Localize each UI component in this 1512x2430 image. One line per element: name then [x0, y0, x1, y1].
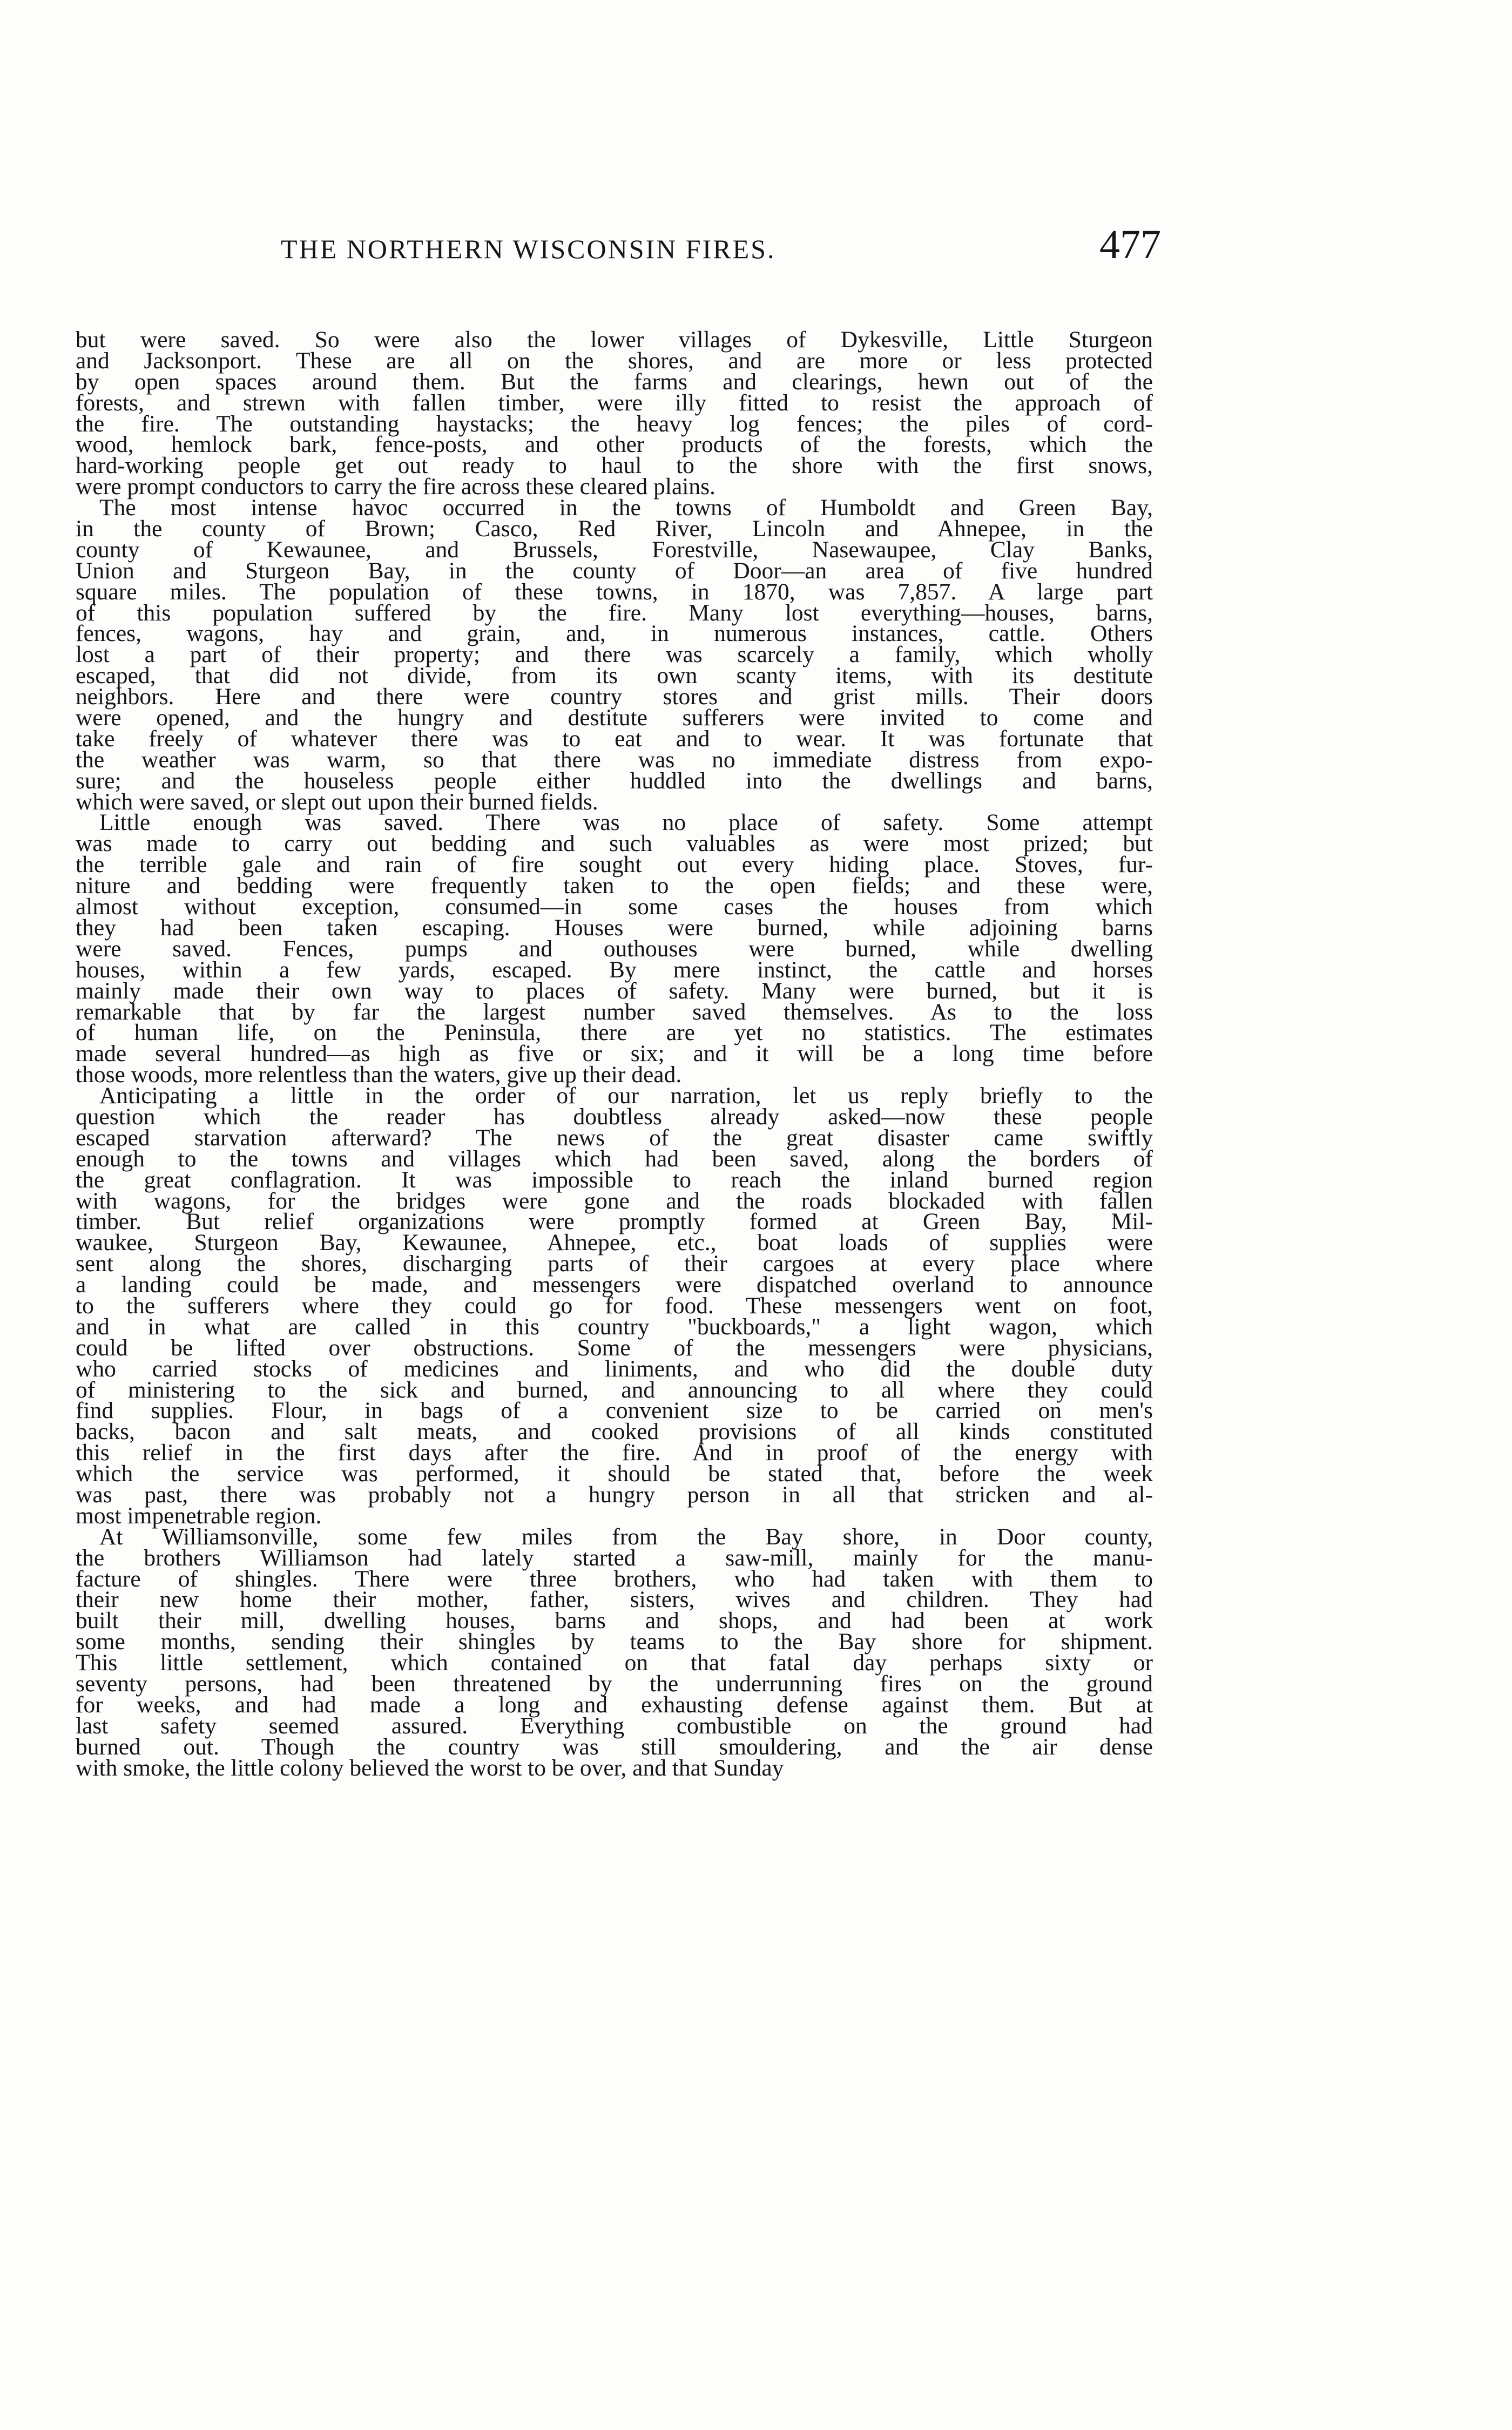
text-line: Anticipating a little in the order of our narration, let us reply briefly to the — [99, 1083, 1153, 1109]
text-line: mainly made their own way to places of safety. Many were burned, but it is — [76, 977, 1153, 1004]
text-line: of ministering to the sick and burned, and announcing to all where they could — [76, 1376, 1153, 1403]
text-line: waukee, Sturgeon Bay, Kewaunee, Ahnepee, etc., boat loads of supplies were — [76, 1230, 1153, 1256]
text-line: square miles. The population of these towns, in 1870, was 7,857. A large part — [76, 578, 1153, 605]
paragraph — [76, 495, 1153, 815]
text-line: sent along the shores, discharging parts of their cargoes at every place where — [76, 1251, 1153, 1277]
text-line: the fire. The outstanding haystacks; the heavy log fences; the piles of cord- — [76, 410, 1153, 437]
text-line: the weather was warm, so that there was no immediate distress from expo- — [76, 746, 1153, 773]
text-line: county of Kewaunee, and Brussels, Forestville, Nasewaupee, Clay Banks, — [76, 536, 1153, 563]
text-line: were saved. Fences, pumps and outhouses were burned, while dwelling — [76, 935, 1153, 962]
text-line: with wagons, for the bridges were gone and the roads blockaded with fallen — [76, 1187, 1153, 1214]
text-line: This little settlement, which contained on that fatal day perhaps sixty or — [76, 1650, 1153, 1676]
text-line: most impenetrable region. — [76, 1502, 322, 1529]
text-line: Little enough was saved. There was no place of safety. Some attempt — [99, 809, 1153, 836]
text-line: niture and bedding were frequently taken to the open fields; and these were, — [76, 873, 1153, 899]
text-line: could be lifted over obstructions. Some of the messengers were physicians, — [76, 1334, 1153, 1361]
text-line: built their mill, dwelling houses, barns and shops, and had been at work — [76, 1608, 1153, 1634]
paragraph — [76, 327, 1153, 500]
text-line: take freely of whatever there was to eat and to wear. It was fortunate that — [76, 725, 1153, 752]
text-line: to the sufferers where they could go for food. These messengers went on foot, — [76, 1292, 1153, 1319]
text-line: they had been taken escaping. Houses were burned, while adjoining barns — [76, 914, 1153, 941]
text-line: were opened, and the hungry and destitute sufferers were invited to come and — [76, 705, 1153, 731]
text-line: almost without exception, consumed—in some cases the houses from which — [76, 894, 1153, 920]
text-line: a landing could be made, and messengers were dispatched overland to announce — [76, 1272, 1153, 1298]
text-line: forests, and strewn with fallen timber, were illy fitted to resist the approach of — [76, 389, 1153, 416]
text-line: enough to the towns and villages which had been saved, along the borders of — [76, 1145, 1153, 1172]
text-line: which the service was performed, it should be stated that, before the week — [76, 1461, 1153, 1487]
text-line: who carried stocks of medicines and liniments, and who did the double duty — [76, 1355, 1153, 1382]
text-line: with smoke, the little colony believed the worst to be over, and that Sunday — [76, 1754, 784, 1781]
text-line: the terrible gale and rain of fire sought out every hiding place. Stoves, fur- — [76, 852, 1153, 878]
text-line: their new home their mother, father, sisters, wives and children. They had — [76, 1587, 1153, 1613]
text-line: the great conflagration. It was impossible to reach the inland burned region — [76, 1166, 1153, 1193]
text-line: lost a part of their property; and there was scarcely a family, which wholly — [76, 642, 1153, 668]
paragraph — [76, 1523, 1153, 1781]
text-line: wood, hemlock bark, fence-posts, and other products of the forests, which the — [76, 431, 1153, 458]
body-text — [76, 327, 1153, 1781]
text-line: hard-working people get out ready to haul to the shore with the first snows, — [76, 453, 1153, 479]
text-line: facture of shingles. There were three brothers, who had taken with them to — [76, 1565, 1153, 1592]
text-line: remarkable that by far the largest number saved themselves. As to the loss — [76, 998, 1153, 1025]
text-line: was made to carry out bedding and such valuables as were most prized; but — [76, 831, 1153, 857]
text-line: made several hundred—as high as five or six; and it will be a long time before — [76, 1041, 1153, 1067]
text-line: sure; and the houseless people either huddled into the dwellings and barns, — [76, 767, 1153, 794]
text-line: The most intense havoc occurred in the towns of Humboldt and Green Bay, — [99, 495, 1153, 521]
text-line: escaped, that did not divide, from its own scanty items, with its destitute — [76, 663, 1153, 689]
text-line: At Williamsonville, some few miles from the Bay shore, in Door county, — [99, 1523, 1153, 1550]
text-line: escaped starvation afterward? The news of the great disaster came swiftly — [76, 1124, 1153, 1151]
text-line: by open spaces around them. But the farms and clearings, hewn out of the — [76, 368, 1153, 395]
text-line: the brothers Williamson had lately started a saw-mill, mainly for the manu- — [76, 1544, 1153, 1571]
text-line: neighbors. Here and there were country stores and grist mills. Their doors — [76, 684, 1153, 710]
text-line: last safety seemed assured. Everything combustible on the ground had — [76, 1712, 1153, 1739]
text-line: which were saved, or slept out upon their burned fields. — [76, 788, 598, 815]
text-line: houses, within a few yards, escaped. By mere instinct, the cattle and horses — [76, 956, 1153, 983]
paragraph — [76, 1085, 1153, 1527]
text-line: of this population suffered by the fire. Many lost everything—houses, barns, — [76, 599, 1153, 626]
text-line: and Jacksonport. These are all on the shores, and are more or less protected — [76, 347, 1153, 374]
text-line: backs, bacon and salt meats, and cooked provisions of all kinds constituted — [76, 1419, 1153, 1445]
text-line: were prompt conductors to carry the fire across these cleared plains. — [76, 474, 716, 500]
text-line: but were saved. So were also the lower villages of Dykesville, Little Sturgeon — [76, 327, 1153, 353]
text-line: fences, wagons, hay and grain, and, in numerous instances, cattle. Others — [76, 620, 1153, 647]
paragraph — [76, 809, 1153, 1088]
page-number: 477 — [1099, 222, 1161, 267]
text-line: some months, sending their shingles by teams to the Bay shore for shipment. — [76, 1629, 1153, 1655]
text-line: burned out. Though the country was still smouldering, and the air dense — [76, 1733, 1153, 1760]
text-line: was past, there was probably not a hungry person in all that stricken and al- — [76, 1481, 1153, 1508]
text-line: of human life, on the Peninsula, there are yet no statistics. The estimates — [76, 1020, 1153, 1046]
text-line: timber. But relief organizations were promptly formed at Green Bay, Mil- — [76, 1209, 1153, 1235]
text-line: this relief in the first days after the fire. And in proof of the energy with — [76, 1440, 1153, 1466]
text-line: question which the reader has doubtless already asked—now these people — [76, 1103, 1153, 1130]
running-head — [281, 221, 1161, 281]
text-line: and in what are called in this country "buckboards," a light wagon, which — [76, 1313, 1153, 1340]
text-line: those woods, more relentless than the waters, give up their dead. — [76, 1062, 682, 1088]
text-line: seventy persons, had been threatened by the underrunning fires on the ground — [76, 1671, 1153, 1697]
text-line: for weeks, and had made a long and exhausting defense against them. But at — [76, 1691, 1153, 1718]
text-line: Union and Sturgeon Bay, in the county of Door—an area of five hundred — [76, 557, 1153, 584]
text-line: in the county of Brown; Casco, Red River, Lincoln and Ahnepee, in the — [76, 516, 1153, 542]
text-line: find supplies. Flour, in bags of a convenient size to be carried on men's — [76, 1398, 1153, 1424]
running-title: THE NORTHERN WISCONSIN FIRES. — [281, 234, 776, 264]
